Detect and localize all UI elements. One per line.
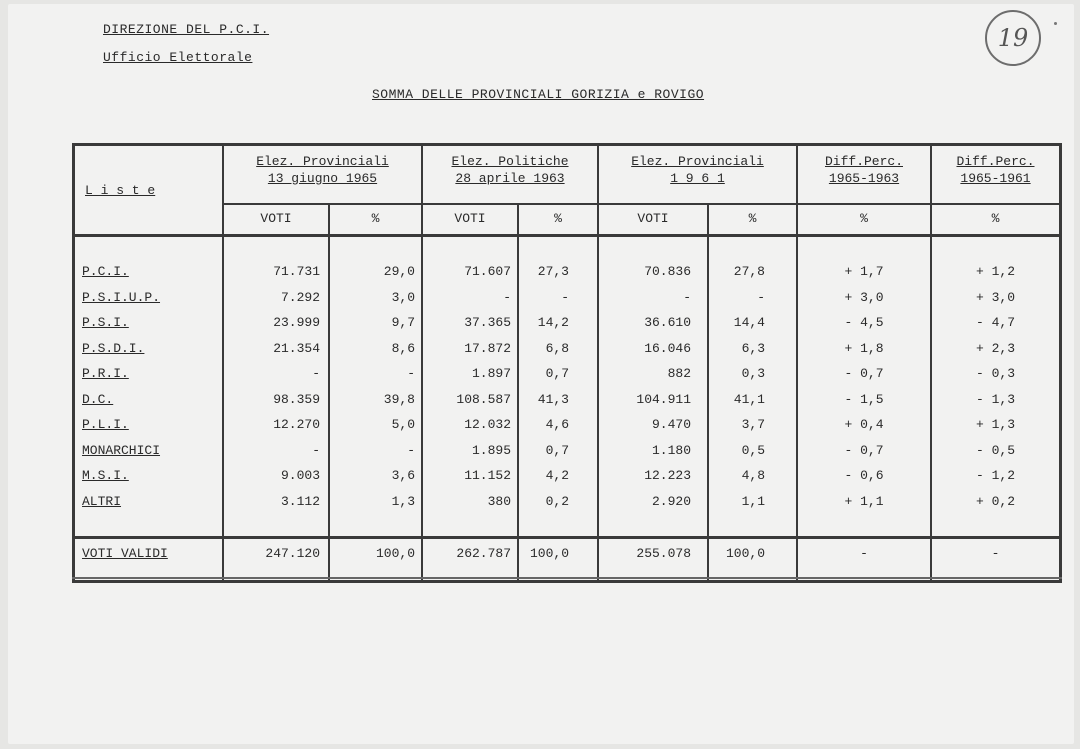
row-cell-d63: + 0,4 <box>844 417 884 432</box>
row-cell-p63: 6,8 <box>545 341 569 356</box>
lists-header: L i s t e <box>85 183 156 198</box>
row-cell-v65: 3.112 <box>280 494 320 509</box>
row-cell-v61: 36.610 <box>644 315 691 330</box>
row-cell-d63: + 1,1 <box>844 494 884 509</box>
row-cell-d61: - 0,3 <box>975 366 1015 381</box>
group-header-line2: 1965-1963 <box>828 171 900 186</box>
row-label: ALTRI <box>82 494 122 509</box>
group-header-line1: Elez. Provinciali <box>631 154 764 169</box>
row-cell-p63: 4,2 <box>545 468 569 483</box>
total-cell-p61: 100,0 <box>725 546 765 561</box>
group-header-line1: Diff.Perc. <box>956 154 1035 169</box>
row-cell-p63: 41,3 <box>537 392 569 407</box>
row-cell-d61: - 1,2 <box>975 468 1015 483</box>
row-cell-v63: 12.032 <box>464 417 511 432</box>
row-cell-v65: 9.003 <box>280 468 320 483</box>
row-cell-p63: 0,7 <box>545 366 569 381</box>
row-cell-p65: 3,0 <box>391 290 415 305</box>
row-cell-p63: 0,2 <box>545 494 569 509</box>
row-cell-p63: 27,3 <box>537 264 569 279</box>
row-cell-p61: 1,1 <box>741 494 765 509</box>
row-label: P.S.I. <box>82 315 129 330</box>
row-label: P.R.I. <box>82 366 129 381</box>
row-cell-v61: 2.920 <box>651 494 691 509</box>
row-cell-p61: 3,7 <box>741 417 765 432</box>
row-cell-v63: 11.152 <box>464 468 511 483</box>
group-header-line2: 1 9 6 1 <box>670 171 725 186</box>
group-header-line2: 28 aprile 1963 <box>455 171 565 186</box>
row-cell-v61: 882 <box>667 366 691 381</box>
row-cell-v65: - <box>312 443 320 458</box>
row-cell-d63: - 0,6 <box>844 468 884 483</box>
row-cell-v63: 1.895 <box>471 443 511 458</box>
row-cell-v61: 70.836 <box>644 264 691 279</box>
row-cell-v63: 1.897 <box>471 366 511 381</box>
total-cell-p65: 100,0 <box>375 546 415 561</box>
sub-header-voti: VOTI <box>454 211 486 226</box>
row-cell-d63: + 1,7 <box>844 264 884 279</box>
row-divider <box>75 234 1059 237</box>
header-organization: DIREZIONE DEL P.C.I. <box>103 22 270 37</box>
row-cell-d61: - 0,5 <box>975 443 1015 458</box>
row-cell-p65: 29,0 <box>383 264 415 279</box>
row-cell-v65: - <box>312 366 320 381</box>
row-cell-v63: 71.607 <box>464 264 511 279</box>
row-label: P.L.I. <box>82 417 129 432</box>
document-title: SOMMA DELLE PROVINCIALI GORIZIA e ROVIGO <box>372 87 705 102</box>
sub-header-pct: % <box>991 211 1000 226</box>
row-divider <box>222 203 1059 205</box>
row-cell-v63: - <box>503 290 511 305</box>
row-label: P.S.D.I. <box>82 341 145 356</box>
row-cell-d63: - 1,5 <box>844 392 884 407</box>
row-cell-p65: - <box>407 366 415 381</box>
row-cell-v65: 21.354 <box>273 341 320 356</box>
bottom-rule <box>72 577 1062 579</box>
total-cell-d63: - <box>860 546 868 561</box>
row-cell-v63: 17.872 <box>464 341 511 356</box>
row-cell-p63: 4,6 <box>545 417 569 432</box>
group-header-line2: 13 giugno 1965 <box>267 171 378 186</box>
results-table <box>72 143 1062 583</box>
row-cell-p61: 4,8 <box>741 468 765 483</box>
stamp-dot <box>1054 22 1057 25</box>
row-cell-p63: - <box>561 290 569 305</box>
row-cell-v65: 23.999 <box>273 315 320 330</box>
row-cell-p65: 3,6 <box>391 468 415 483</box>
row-cell-p63: 0,7 <box>545 443 569 458</box>
row-cell-p61: - <box>757 290 765 305</box>
row-cell-v63: 108.587 <box>456 392 511 407</box>
row-cell-v61: 104.911 <box>636 392 691 407</box>
row-cell-v65: 7.292 <box>280 290 320 305</box>
total-label: VOTI VALIDI <box>82 546 168 561</box>
row-cell-v63: 380 <box>487 494 511 509</box>
row-cell-d61: - 1,3 <box>975 392 1015 407</box>
row-cell-v65: 12.270 <box>273 417 320 432</box>
group-header-line1: Elez. Provinciali <box>256 154 389 169</box>
row-cell-d63: + 3,0 <box>844 290 884 305</box>
row-label: D.C. <box>82 392 114 407</box>
total-cell-v61: 255.078 <box>636 546 691 561</box>
total-cell-p63: 100,0 <box>529 546 569 561</box>
row-cell-v61: 9.470 <box>651 417 691 432</box>
row-cell-p65: 5,0 <box>391 417 415 432</box>
row-label: P.C.I. <box>82 264 129 279</box>
total-cell-v63: 262.787 <box>456 546 511 561</box>
row-cell-d61: + 3,0 <box>975 290 1015 305</box>
row-cell-v63: 37.365 <box>464 315 511 330</box>
row-label: MONARCHICI <box>82 443 161 458</box>
row-label: M.S.I. <box>82 468 129 483</box>
row-cell-p65: 1,3 <box>391 494 415 509</box>
row-cell-v61: 12.223 <box>644 468 691 483</box>
row-label: P.S.I.U.P. <box>82 290 161 305</box>
total-cell-v65: 247.120 <box>265 546 320 561</box>
row-cell-p65: 8,6 <box>391 341 415 356</box>
total-cell-d61: - <box>991 546 1000 561</box>
row-cell-d63: + 1,8 <box>844 341 884 356</box>
sub-header-pct: % <box>371 211 380 226</box>
header-office: Ufficio Elettorale <box>103 50 253 65</box>
row-cell-d61: + 1,3 <box>975 417 1015 432</box>
group-header-line2: 1965-1961 <box>960 171 1031 186</box>
group-header-line1: Diff.Perc. <box>824 154 903 169</box>
row-cell-d61: + 0,2 <box>975 494 1015 509</box>
row-cell-p61: 6,3 <box>741 341 765 356</box>
row-cell-p65: - <box>407 443 415 458</box>
row-cell-p61: 27,8 <box>733 264 765 279</box>
row-cell-d61: + 1,2 <box>975 264 1015 279</box>
sub-header-pct: % <box>554 211 562 226</box>
page-number-stamp: 19 <box>985 10 1041 66</box>
row-cell-d63: - 0,7 <box>844 366 884 381</box>
row-cell-p61: 14,4 <box>733 315 765 330</box>
row-cell-d63: - 4,5 <box>844 315 884 330</box>
sub-header-voti: VOTI <box>637 211 669 226</box>
sub-header-pct: % <box>860 211 868 226</box>
row-cell-p61: 0,3 <box>741 366 765 381</box>
row-cell-p61: 0,5 <box>741 443 765 458</box>
row-cell-v65: 71.731 <box>273 264 320 279</box>
row-cell-d61: - 4,7 <box>975 315 1015 330</box>
row-cell-v65: 98.359 <box>273 392 320 407</box>
row-cell-p65: 9,7 <box>391 315 415 330</box>
row-cell-p63: 14,2 <box>537 315 569 330</box>
row-cell-p65: 39,8 <box>383 392 415 407</box>
sub-header-voti: VOTI <box>260 211 292 226</box>
row-cell-p61: 41,1 <box>733 392 765 407</box>
sub-header-pct: % <box>748 211 757 226</box>
row-divider <box>75 536 1059 539</box>
row-cell-v61: 1.180 <box>651 443 691 458</box>
row-cell-v61: - <box>683 290 691 305</box>
group-header-line1: Elez. Politiche <box>451 154 569 169</box>
row-cell-v61: 16.046 <box>644 341 691 356</box>
row-cell-d61: + 2,3 <box>975 341 1015 356</box>
row-cell-d63: - 0,7 <box>844 443 884 458</box>
